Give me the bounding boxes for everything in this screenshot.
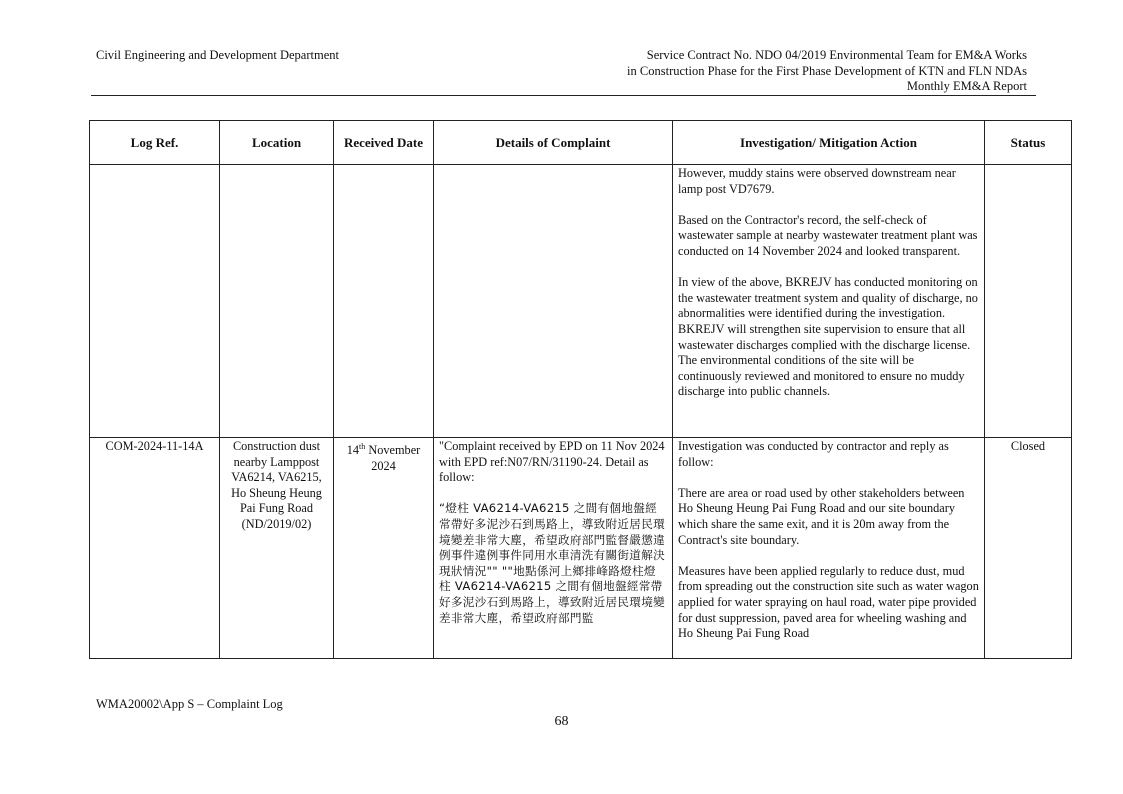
footer-document-ref: WMA20002\App S – Complaint Log bbox=[96, 697, 283, 711]
header-divider bbox=[91, 95, 1036, 96]
table-header-row bbox=[90, 121, 1072, 165]
cell-received-date bbox=[334, 438, 434, 659]
header-contract-line2: in Construction Phase for the First Phase Development of KTN and FLN NDAs bbox=[627, 63, 1027, 78]
investigation-paragraph: In view of the above, BKREJV has conducted monitoring on the wastewater treatment system and quality of discharge, no abnormalities were identified during the investigation. BKREJV will strengthen site supervision to ensure that all wastewater discharges complied with the discharge license. The environmental conditions of the site will be continuously reviewed and monitored to ensure no muddy discharge into public channels. bbox=[678, 275, 978, 399]
header-report-title: Monthly EM&A Report bbox=[906, 79, 1027, 93]
page-number: 68 bbox=[554, 714, 569, 729]
cell-details bbox=[434, 438, 673, 659]
cell-investigation bbox=[673, 165, 985, 438]
complaint-log-table bbox=[89, 120, 1072, 659]
header-contract bbox=[627, 48, 1027, 95]
column-header-received-date: Received Date bbox=[334, 121, 434, 165]
cell-log-ref bbox=[90, 165, 220, 438]
cell-details bbox=[434, 165, 673, 438]
cell-status bbox=[985, 165, 1072, 438]
cell-log-ref: COM-2024-11-14A bbox=[90, 438, 220, 659]
investigation-paragraph: Based on the Contractor's record, the self-check of wastewater sample at nearby wastewater treatment plant was conducted on 14 November 2024 and looked transparent. bbox=[678, 212, 978, 258]
details-paragraph-chinese: “燈柱 VA6214-VA6215 之間有個地盤經常帶好多泥沙石到馬路上，導致附近居民環境變差非常大塵，希望政府部門監督嚴懲違例事件違例事件同用水車清洗有關街道解決現狀情況"" ""地點係河上鄉排峰路燈柱燈柱 VA6214-VA6215 之間有個地盤經常帶好多泥沙石到馬路上，導致附近居民環境變差非常大塵，希望政府部門監 bbox=[439, 501, 665, 625]
column-header-location: Location bbox=[220, 121, 334, 165]
cell-received-date bbox=[334, 165, 434, 438]
column-header-log-ref: Log Ref. bbox=[90, 121, 220, 165]
date-day: 14 bbox=[346, 443, 360, 458]
column-header-status: Status bbox=[985, 121, 1072, 165]
table-row bbox=[90, 165, 1072, 438]
header-contract-line1: Service Contract No. NDO 04/2019 Environmental Team for EM&A Works bbox=[646, 48, 1027, 62]
investigation-paragraph: Investigation was conducted by contractor and reply as follow: bbox=[678, 439, 949, 469]
investigation-paragraph: However, muddy stains were observed downstream near lamp post VD7679. bbox=[678, 166, 956, 196]
header-department: Civil Engineering and Development Department bbox=[96, 48, 339, 62]
cell-location bbox=[220, 165, 334, 438]
column-header-investigation: Investigation/ Mitigation Action bbox=[673, 121, 985, 165]
investigation-paragraph: Measures have been applied regularly to reduce dust, mud from spreading out the construction site such as water wagon applied for water spraying on haul road, water pipe provided for dust suppression, paved area for wheeling washing and Ho Sheung Pai Fung Road bbox=[678, 563, 979, 641]
cell-status: Closed bbox=[985, 438, 1072, 659]
column-header-details: Details of Complaint bbox=[434, 121, 673, 165]
investigation-paragraph: There are area or road used by other stakeholders between Ho Sheung Heung Pai Fung Road and our site boundary which share the same exit, and it is 20m away from the Contract's site boundary. bbox=[678, 485, 965, 547]
date-month-year: November 2024 bbox=[365, 443, 421, 473]
cell-location: Construction dust nearby Lamppost VA6214, VA6215, Ho Sheung Heung Pai Fung Road (ND/2019/02) bbox=[220, 438, 334, 659]
table-row bbox=[90, 438, 1072, 659]
date-ordinal-suffix: th bbox=[359, 442, 366, 451]
cell-investigation bbox=[673, 438, 985, 659]
details-paragraph: "Complaint received by EPD on 11 Nov 2024 with EPD ref:N07/RN/31190-24. Detail as follow: bbox=[439, 439, 665, 485]
